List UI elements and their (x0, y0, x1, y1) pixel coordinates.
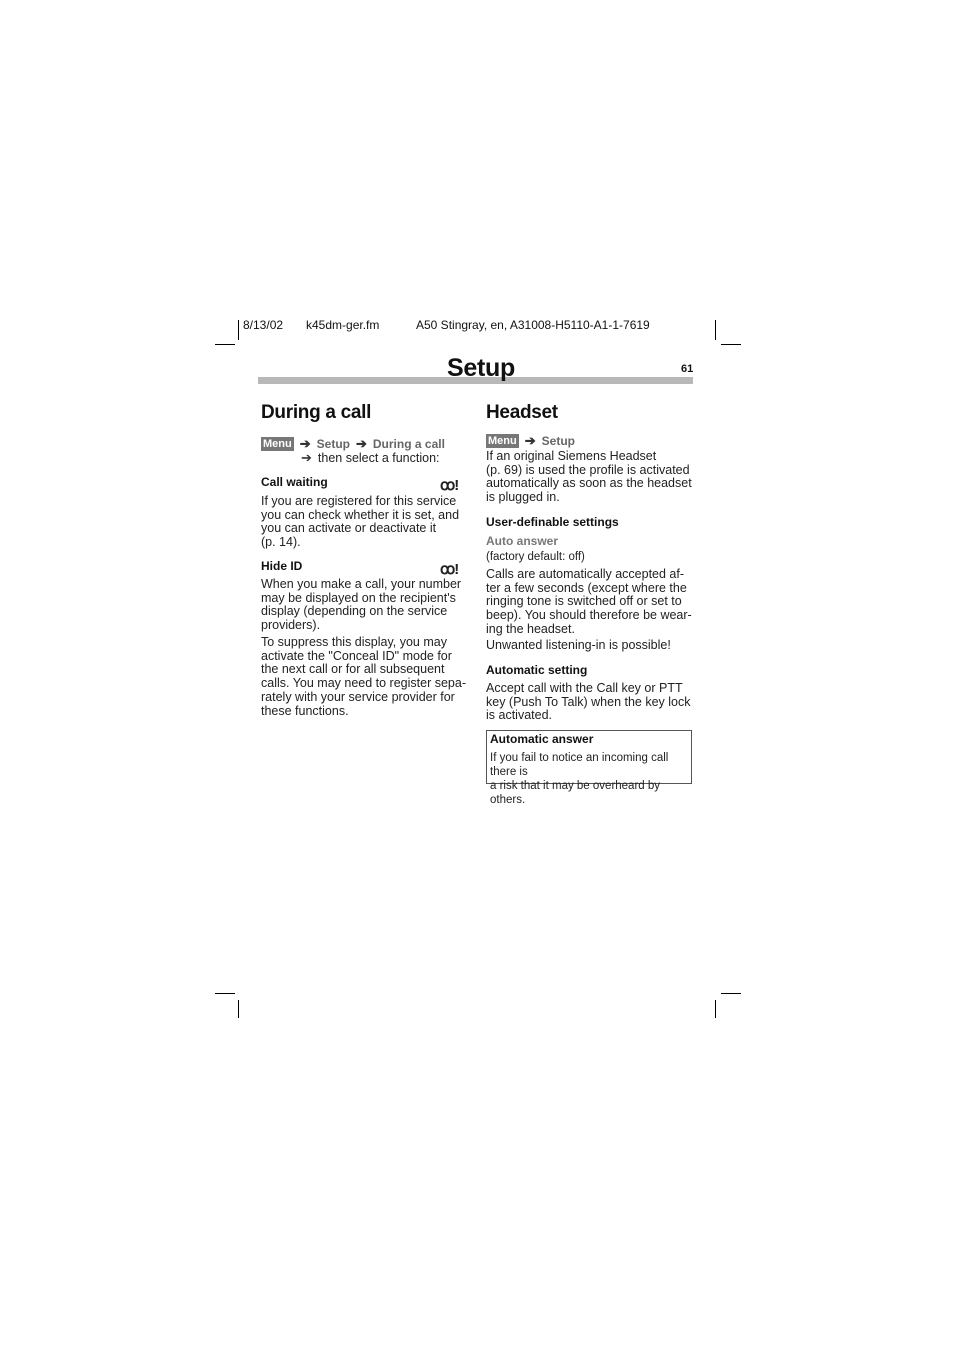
path-continuation (301, 450, 440, 466)
call-waiting-title: Call waiting (261, 475, 328, 489)
page-number: 61 (681, 363, 694, 375)
auto-answer-title: Auto answer (486, 534, 559, 548)
headset-intro: If an original Siemens Headset (p. 69) is used the profile is activated automatically as soon as the headset is plugged in. (486, 449, 692, 505)
hide-id-text-2: To suppress this display, you may activate the "Conceal ID" mode for the next call or for all subsequent calls. You may need to register sepa- rately with your service provider for these functions. (261, 635, 466, 718)
arrow-right-icon: ➔ (355, 436, 367, 451)
menu-path (486, 433, 575, 449)
header-product: A50 Stingray, en, A31008-H5110-A1-1-7619 (416, 318, 650, 332)
note-box (486, 730, 692, 806)
crop-mark (721, 993, 741, 994)
network-service-icon: ꝏ! (440, 477, 459, 494)
crop-mark (715, 1000, 716, 1018)
auto-answer-default: (factory default: off) (486, 551, 585, 563)
crop-mark (238, 320, 239, 340)
crop-mark (215, 344, 235, 345)
arrow-right-icon: ➔ (299, 436, 311, 451)
hide-id-title: Hide ID (261, 559, 303, 573)
note-title: Automatic answer (490, 732, 594, 746)
auto-answer-text: Calls are automatically accepted af- ter a few seconds (except where the ringing tone is switched off or set to beep). You should therefore be wear- ing the headset. (486, 567, 692, 636)
crop-mark (715, 320, 716, 340)
network-service-icon: ꝏ! (440, 561, 459, 578)
arrow-right-icon: ➔ (524, 433, 536, 448)
auto-answer-warning: Unwanted listening-in is possible! (486, 638, 671, 652)
header-file: k45dm-ger.fm (306, 318, 380, 332)
note-text: If you fail to notice an incoming call there is a risk that it may be overheard by others. (490, 752, 669, 806)
menu-key: Menu (263, 438, 292, 450)
section-heading-during-call: During a call (261, 402, 372, 423)
arrow-right-icon: ➔ (301, 450, 312, 465)
menu-key: Menu (488, 435, 517, 447)
automatic-setting-text: Accept call with the Call key or PTT key (Push To Talk) when the key lock is activated. (486, 681, 691, 723)
crop-mark (215, 993, 235, 994)
call-waiting-text: If you are registered for this service you can check whether it is set, and you can activate or deactivate it (p. 14). (261, 494, 460, 550)
section-heading-headset: Headset (486, 402, 558, 423)
automatic-setting-title: Automatic setting (486, 663, 588, 677)
hide-id-text-1: When you make a call, your number may be displayed on the recipient's display (depending on the service providers). (261, 577, 462, 633)
path-setup: Setup (541, 434, 575, 448)
path-instruction: then select a function: (317, 451, 440, 465)
path-during-call: During a call (372, 437, 445, 451)
path-setup: Setup (316, 437, 350, 451)
header-date: 8/13/02 (243, 318, 284, 332)
crop-mark (238, 1000, 239, 1018)
page-title: Setup (447, 354, 515, 382)
user-settings-title: User-definable settings (486, 515, 619, 529)
crop-mark (721, 344, 741, 345)
